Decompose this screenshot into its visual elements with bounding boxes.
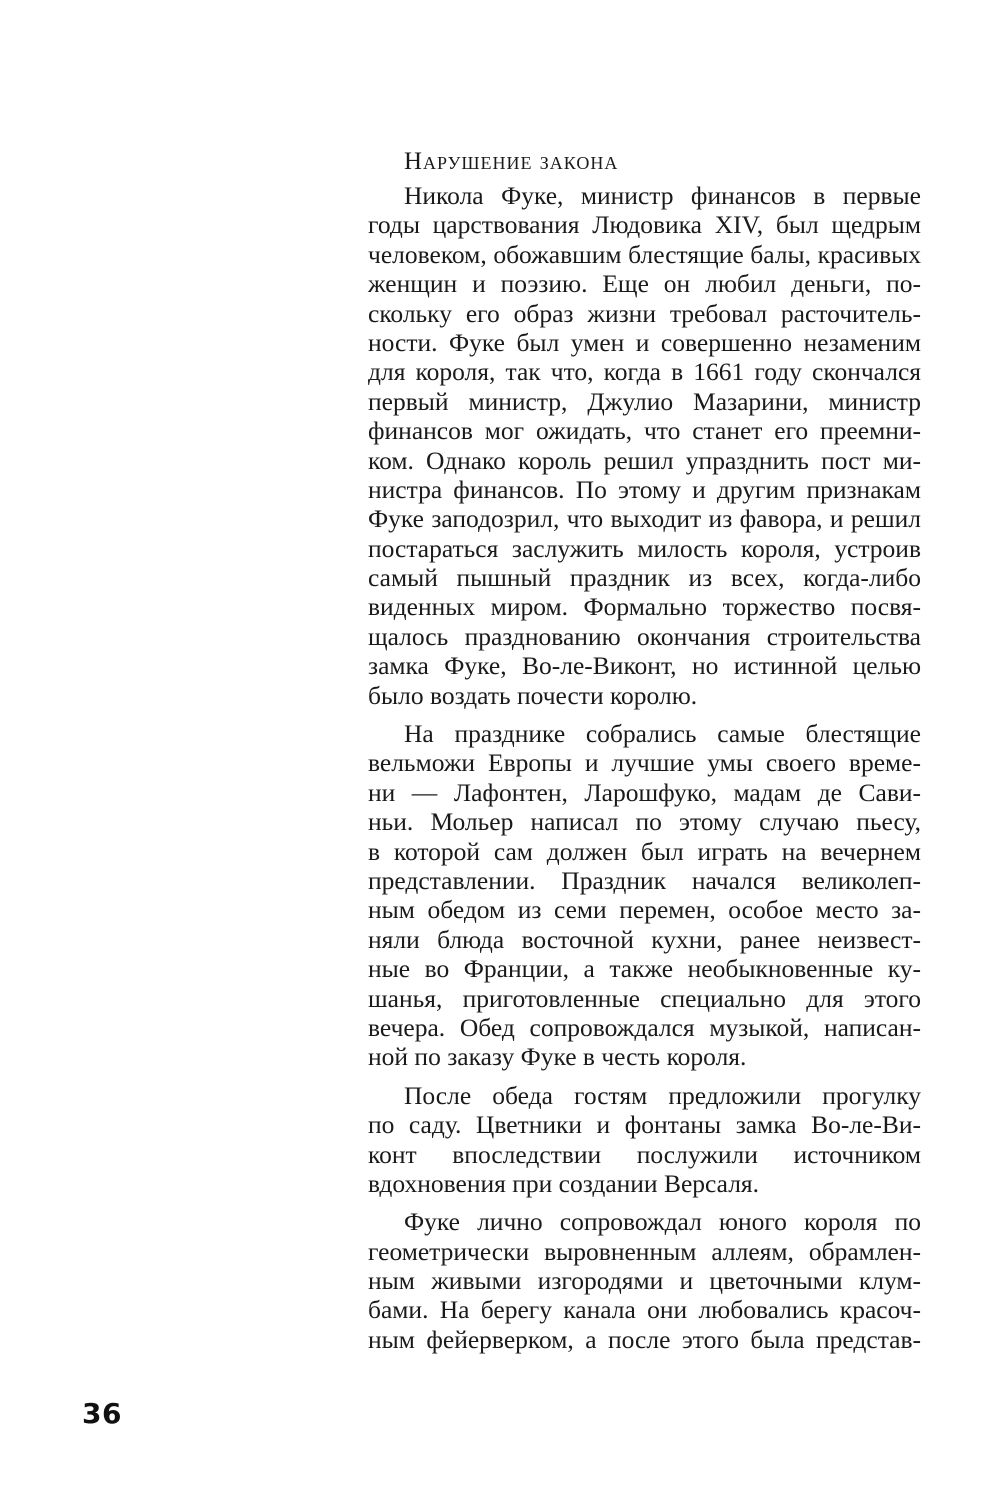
text-line: виденных миром. Формально торжество посвя- [368,592,921,622]
text-line: замка Фуке, Во-ле-Виконт, но истинной целью [368,651,921,681]
text-line: для короля, так что, когда в 1661 году скончался [368,357,921,387]
text-line: После обеда гостям предложили прогулку [404,1080,921,1110]
text-line: финансов мог ожидать, что станет его преемни- [368,416,921,446]
text-line: ни — Лафонтен, Ларошфуко, мадам де Сави- [368,777,921,807]
page-number: 36 [82,1397,122,1430]
text-line: Фуке заподозрил, что выходит из фавора, и решил [368,504,921,534]
text-line: На празднике собрались самые блестящие [404,719,921,749]
text-line: ным фейерверком, а после этого была представ- [368,1324,921,1354]
text-line: вечера. Обед сопровождался музыкой, написан- [368,1012,921,1042]
body-text [368,181,921,1354]
text-line: нистра финансов. По этому и другим признакам [368,474,921,504]
text-line: ные во Франции, а также необыкновенные ку- [368,954,921,984]
text-line: в которой сам должен был играть на вечернем [368,836,921,866]
text-line: Никола Фуке, министр финансов в первые [404,181,921,210]
text-line: шанья, приготовленные специально для этого [368,983,921,1013]
text-line: годы царствования Людовика XIV, был щедрым [368,210,921,240]
text-line: представлении. Праздник начался великолеп- [368,865,921,895]
text-line: постараться заслужить милость короля, устроив [368,533,921,563]
text-line: щалось празднованию окончания строительства [368,621,921,651]
section-heading: Нарушение закона [404,148,619,175]
text-line: по саду. Цветники и фонтаны замка Во-ле-Ви- [368,1110,921,1140]
text-line: конт впоследствии послужили источником [368,1139,921,1169]
text-line: ным обедом из семи перемен, особое место за- [368,895,921,925]
text-line: было воздать почести королю. [368,680,698,710]
text-line: женщин и поэзию. Еще он любил деньги, по- [368,269,921,299]
text-line: ным живыми изгородями и цветочными клум- [368,1266,921,1296]
text-line: самый пышный праздник из всех, когда-либо [368,563,921,593]
paragraph [368,719,921,1072]
text-column [368,147,921,1363]
text-line: Фуке лично сопровождал юного короля по [404,1207,921,1237]
text-line: ньи. Мольер написал по этому случаю пьесу, [368,807,921,837]
paragraph [368,1207,921,1354]
paragraph [368,1081,921,1199]
text-line: геометрически выровненным аллеям, обрамлен- [368,1236,921,1266]
text-line: ком. Однако король решил упразднить пост ми- [368,445,921,475]
text-line: ности. Фуке был умен и совершенно незаменим [368,327,921,357]
text-line: вдохновения при создании Версаля. [368,1168,760,1198]
text-line: первый министр, Джулио Мазарини, министр [368,386,921,416]
paragraph [368,181,921,710]
text-line: ной по заказу Фуке в честь короля. [368,1042,747,1072]
text-line: человеком, обожавшим блестящие балы, красивых [368,239,921,269]
text-line: няли блюда восточной кухни, ранее неизвест- [368,924,921,954]
text-line: вельможи Европы и лучшие умы своего време- [368,748,921,778]
text-line: бами. На берегу канала они любовались красоч- [368,1295,921,1325]
text-line: скольку его образ жизни требовал расточитель- [368,298,921,328]
